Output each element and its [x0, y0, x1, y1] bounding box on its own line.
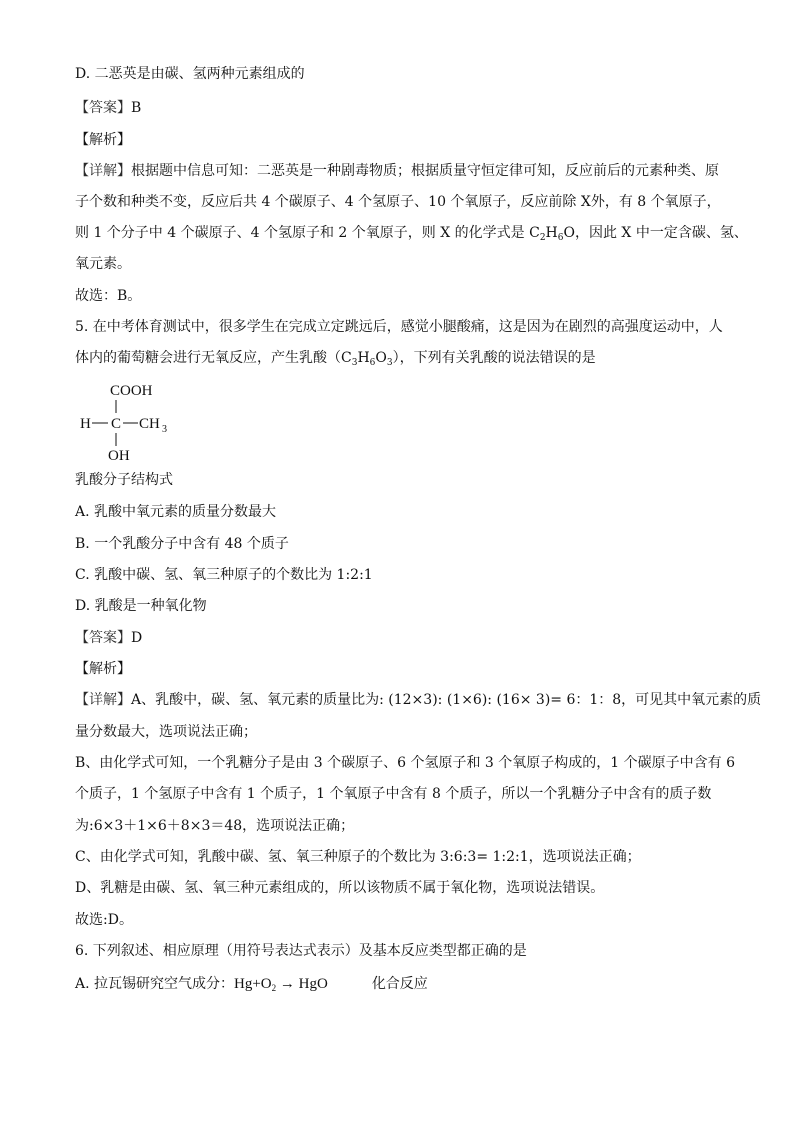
q5-stem-line2 — [75, 348, 596, 368]
structure-h: H — [80, 416, 91, 432]
detail-text-post: O，因此 X 中一定含碳、氢、 — [563, 225, 748, 241]
detail-text: A、乳酸中，碳、氢、氧元素的质量比为: (12×3): (1×6): (16× 3)= 6：1：8，可见其中氧元素的质 — [131, 692, 762, 708]
lactic-acid-structure-diagram — [78, 380, 188, 462]
q5-detail-b1: B、由化学式可知，一个乳糖分子是由 3 个碳原子、6 个氢原子和 3 个氧原子构成的，1 个碳原子中含有 6 — [75, 755, 735, 771]
detail-label: 【详解】 — [75, 163, 131, 179]
structure-ch-sub: 3 — [162, 424, 167, 435]
option-a-label: A. 拉瓦锡研究空气成分： — [75, 976, 235, 992]
reaction-type: 化合反应 — [371, 976, 428, 992]
q5-detail-c: C、由化学式可知，乳酸中碳、氢、氧三种原子的个数比为 3:6:3= 1:2:1，选项说法正确； — [75, 849, 641, 865]
q4-detail-line3 — [75, 223, 748, 243]
structure-oh: OH — [108, 448, 130, 462]
subscript: 6 — [557, 233, 564, 243]
q6-stem: 6. 下列叙述、相应原理（用符号表达式表示）及基本反应类型都正确的是 — [75, 943, 527, 959]
q4-detail-line2: 子个数和种类不变，反应后共 4 个碳原子、4 个氢原子、10 个氧原子，反应前除 X外，有 8 个氧原子， — [75, 194, 721, 210]
q5-detail-b3: 为:6×3＋1×6＋8×3＝48，选项说法正确； — [75, 818, 355, 834]
equation — [234, 976, 328, 992]
q5-detail-b2: 个质子，1 个氢原子中含有 1 个质子，1 个氧原子中含有 8 个质子，所以一个乳糖分子中含有的质子数 — [75, 786, 712, 802]
q5-detail-d: D、乳糖是由碳、氢、氧三种元素组成的，所以该物质不属于氧化物，选项说法错误。 — [75, 880, 605, 896]
equation-product: HgO — [298, 976, 328, 992]
q5-stem-line1: 5. 在中考体育测试中，很多学生在完成立定跳远后，感觉小腿酸痛，这是因为在剧烈的高强度运动中，人 — [75, 319, 723, 335]
q4-choice: 故选：B。 — [75, 288, 142, 304]
detail-label: 【详解】 — [75, 692, 131, 708]
formula-o: O — [375, 350, 387, 366]
q4-analysis-label: 【解析】 — [75, 132, 131, 148]
detail-text-pre: 则 1 个分子中 4 个碳原子、4 个氢原子和 2 个氧原子，则 X 的化学式是 C — [75, 225, 540, 241]
q5-option-c: C. 乳酸中碳、氢、氧三种原子的个数比为 1:2:1 — [75, 567, 373, 583]
stem-text-pre: 体内的葡萄糖会进行无氧反应，产生乳酸（C — [75, 350, 352, 366]
structure-c: C — [111, 416, 122, 432]
q4-detail-line4: 氧元素。 — [75, 256, 131, 272]
detail-text: 根据题中信息可知：二恶英是一种剧毒物质；根据质量守恒定律可知，反应前后的元素种类、原 — [131, 163, 719, 179]
q5-detail-a1 — [75, 690, 761, 710]
formula-h: H — [357, 350, 370, 366]
equation-reactants: Hg+O — [234, 976, 272, 992]
formula-h: H — [545, 225, 558, 241]
q5-detail-a2: 量分数最大，选项说法正确； — [75, 724, 257, 740]
answer-value: D — [131, 630, 143, 646]
arrow-icon: → — [276, 976, 299, 992]
structure-cooh: COOH — [110, 383, 153, 399]
q4-option-d: D. 二恶英是由碳、氢两种元素组成的 — [75, 66, 305, 82]
q5-option-a: A. 乳酸中氧元素的质量分数最大 — [75, 504, 277, 520]
answer-value: B — [131, 100, 142, 116]
structure-caption: 乳酸分子结构式 — [75, 472, 173, 488]
subscript: 3 — [386, 358, 393, 368]
q5-choice: 故选:D。 — [75, 912, 133, 928]
q5-option-d: D. 乳酸是一种氧化物 — [75, 598, 207, 614]
stem-text-post: ），下列有关乳酸的说法错误的是 — [392, 350, 596, 366]
q5-answer — [75, 628, 142, 648]
subscript: 6 — [369, 358, 376, 368]
q4-detail-line1 — [75, 161, 719, 181]
q5-option-b: B. 一个乳酸分子中含有 48 个质子 — [75, 536, 289, 552]
subscript: 3 — [351, 358, 358, 368]
q5-analysis-label: 【解析】 — [75, 661, 131, 677]
subscript: 2 — [539, 233, 546, 243]
structure-ch: CH — [139, 416, 160, 432]
answer-label: 【答案】 — [75, 100, 131, 116]
subscript: 2 — [271, 983, 277, 993]
q6-option-a — [75, 974, 428, 994]
answer-label: 【答案】 — [75, 630, 131, 646]
q4-answer — [75, 98, 141, 118]
